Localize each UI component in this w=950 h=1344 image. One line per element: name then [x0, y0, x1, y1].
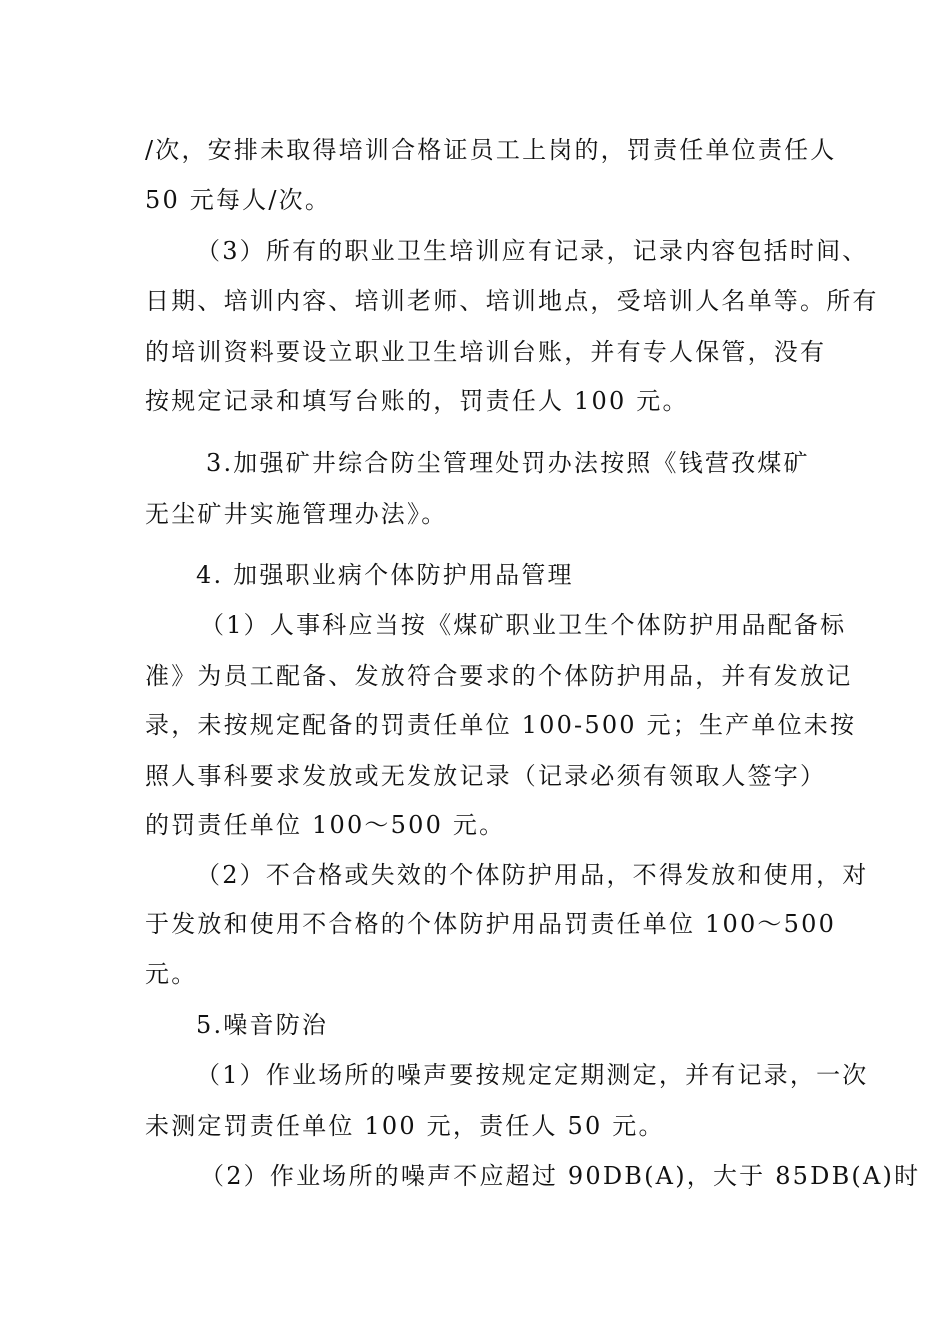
text-line: 准》为员工配备、发放符合要求的个体防护用品，并有发放记: [145, 662, 853, 690]
text-line: 无尘矿井实施管理办法》。: [145, 500, 448, 528]
text-line: 元。: [145, 960, 198, 988]
text-line: （2）不合格或失效的个体防护用品，不得发放和使用，对: [196, 861, 869, 889]
text-line: 日期、培训内容、培训老师、培训地点，受培训人名单等。所有: [145, 287, 879, 315]
text-line: 未测定罚责任单位 100 元，责任人 50 元。: [145, 1112, 665, 1140]
text-line: 按规定记录和填写台账的，罚责任人 100 元。: [145, 387, 689, 415]
text-line: 的罚责任单位 100～500 元。: [145, 811, 506, 839]
text-line: 于发放和使用不合格的个体防护用品罚责任单位 100～500: [145, 910, 837, 938]
text-line: （2）作业场所的噪声不应超过 90DB(A)，大于 85DB(A)时: [200, 1162, 921, 1190]
text-line: （1）人事科应当按《煤矿职业卫生个体防护用品配备标: [200, 611, 847, 639]
text-line: 的培训资料要设立职业卫生培训台账，并有专人保管，没有: [145, 338, 827, 366]
text-line: 照人事科要求发放或无发放记录（记录必须有领取人签字）: [145, 762, 827, 790]
section-heading: 4. 加强职业病个体防护用品管理: [196, 561, 574, 589]
text-line: /次，安排未取得培训合格证员工上岗的，罚责任单位责任人: [145, 136, 837, 164]
section-heading: 5.噪音防治: [196, 1011, 329, 1039]
text-line: 3.加强矿井综合防尘管理处罚办法按照《钱营孜煤矿: [206, 449, 810, 477]
text-line: 录，未按规定配备的罚责任单位 100-500 元；生产单位未按: [145, 711, 857, 739]
text-line: （3）所有的职业卫生培训应有记录，记录内容包括时间、: [196, 237, 869, 265]
text-line: 50 元每人/次。: [145, 186, 332, 214]
text-line: （1）作业场所的噪声要按规定定期测定，并有记录，一次: [196, 1061, 869, 1089]
